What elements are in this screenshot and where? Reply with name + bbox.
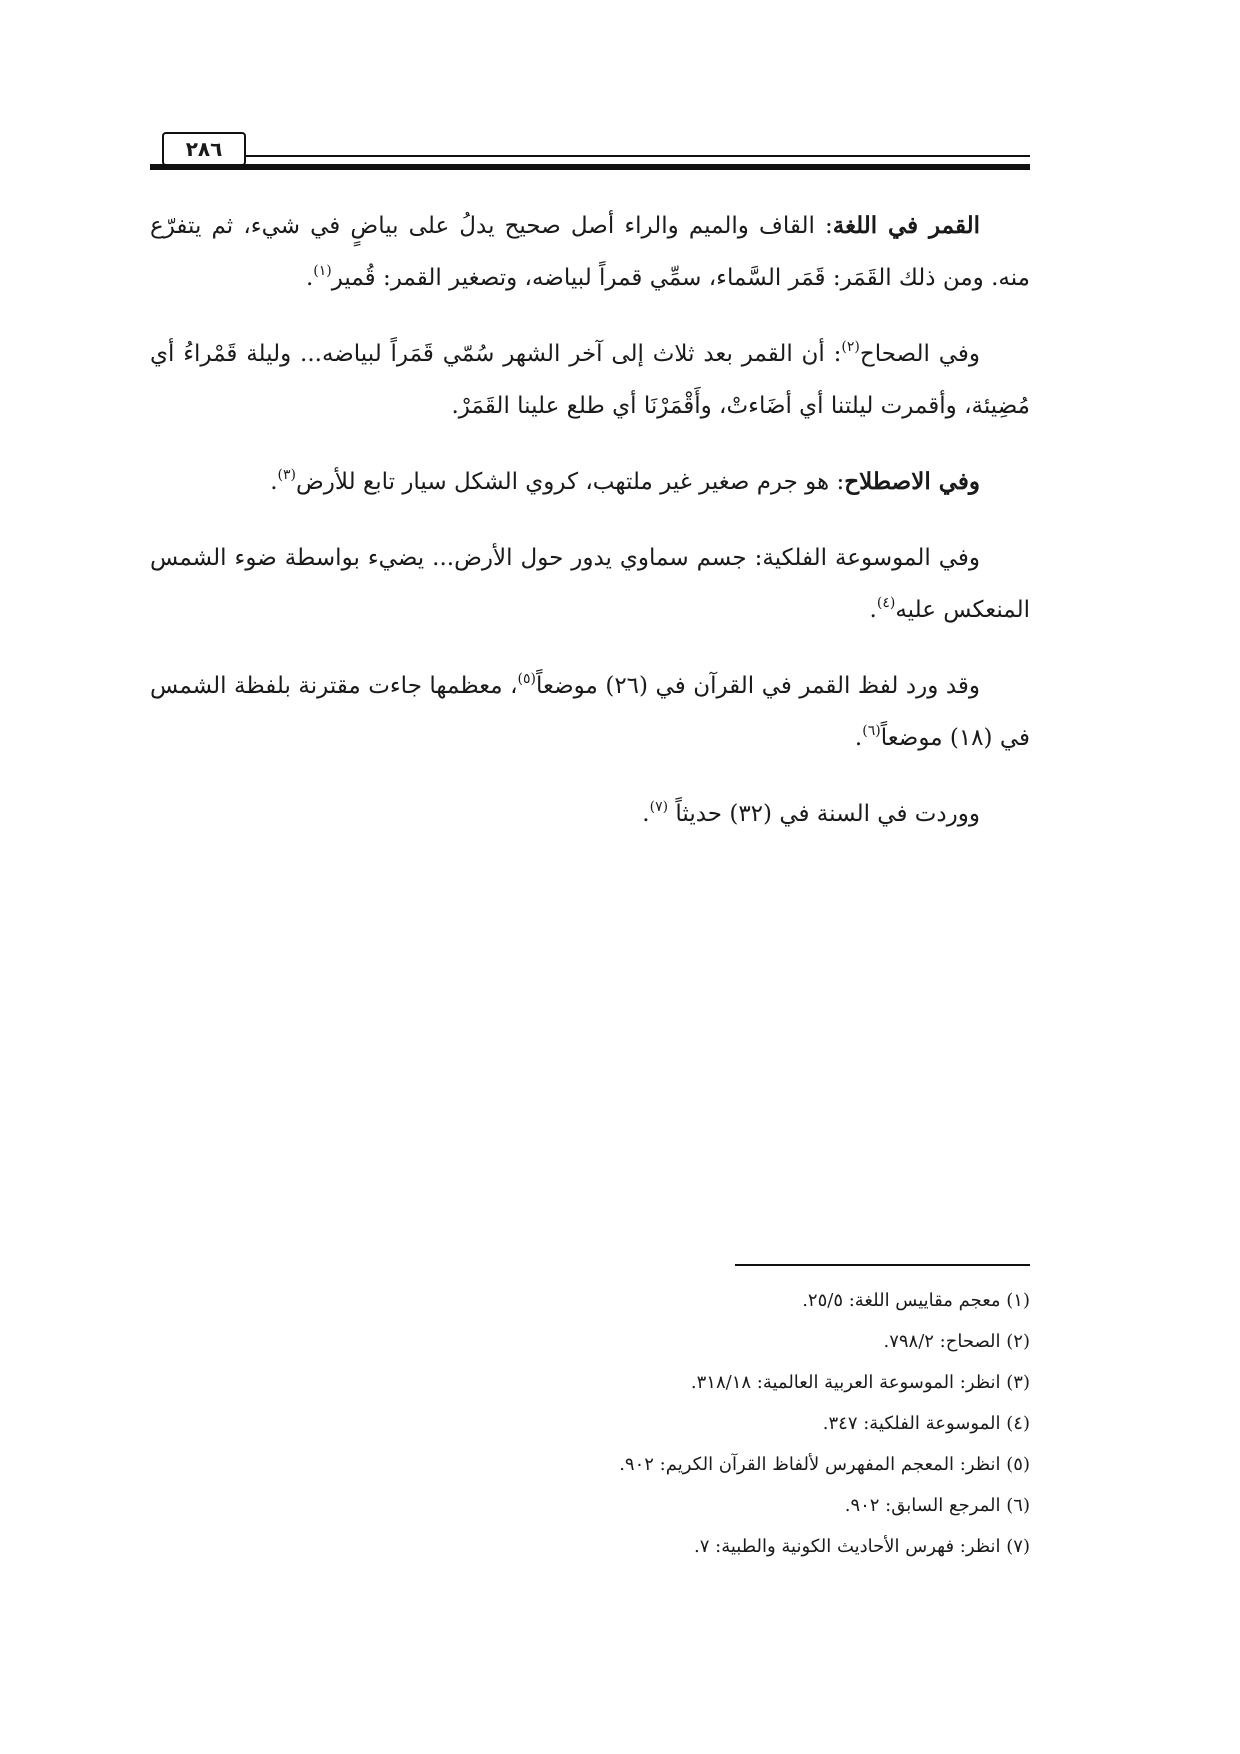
paragraph-text: وقد ورد لفظ القمر في القرآن في (٢٦) موضعاً	[536, 673, 981, 699]
main-text	[150, 200, 1030, 864]
footnote-item: (٣) انظر: الموسوعة العربية العالمية: ٣١٨/١٨.	[690, 1372, 1030, 1393]
term-label: القمر في اللغة	[832, 212, 980, 239]
paragraph-tail: .	[642, 801, 650, 827]
paragraph-tail: .	[869, 597, 877, 623]
footnote-ref[interactable]: (٥)	[517, 671, 536, 687]
paragraph-text: ووردت في السنة في (٣٢) حديثاً	[668, 801, 980, 827]
footnote-ref[interactable]: (٤)	[876, 595, 896, 611]
term-label: وفي الاصطلاح	[844, 468, 980, 495]
paragraph-tail: .	[270, 469, 278, 495]
page-number: ٢٨٦	[162, 132, 246, 166]
paragraph-sihah	[150, 328, 1030, 432]
footnote-item: (٧) انظر: فهرس الأحاديث الكونية والطبية: ٧.	[694, 1536, 1030, 1557]
paragraph-text: : هو جرم صغير غير ملتهب، كروي الشكل سيار تابع للأرض	[296, 469, 845, 495]
paragraph-text: : القاف والميم والراء أصل صحيح يدلُ على بياضٍ في شيء، ثم يتفرّع منه. ومن ذلك القَمَر: قَمَر السَّماء، سمِّي قمراً لبياضه، وتصغير القمر: قُمير	[150, 213, 1030, 291]
footnote-ref[interactable]: (٢)	[841, 339, 860, 355]
header-thin-rule	[245, 155, 1030, 157]
paragraph-text: وفي الصحاح	[859, 341, 980, 367]
paragraph-mawsuah	[150, 532, 1030, 636]
footnote-item: (٢) الصحاح: ٧٩٨/٢.	[883, 1331, 1030, 1352]
paragraph-istilah	[150, 456, 1030, 508]
paragraph-tail: : أن القمر بعد ثلاث إلى آخر الشهر سُمّي قَمَراً لبياضه... وليلة قَمْراءُ أي مُضِيئة، وأقمرت ليلتنا أي أضَاءتْ، وأَقْمَرْنَا أي طلع علينا القَمَرْ.	[150, 341, 1030, 419]
paragraph-quran	[150, 660, 1030, 764]
header-thick-rule	[150, 164, 1030, 170]
footnotes-list	[150, 1280, 1030, 1567]
footnote-ref[interactable]: (٦)	[862, 723, 881, 739]
footnote-ref[interactable]: (٧)	[649, 799, 669, 815]
footnote-ref[interactable]: (١)	[313, 263, 332, 279]
footnote-item: (٤) الموسوعة الفلكية: ٣٤٧.	[822, 1413, 1030, 1434]
footnote-item: (٦) المرجع السابق: ٩٠٢.	[844, 1495, 1030, 1516]
footnote-ref[interactable]: (٣)	[277, 467, 296, 483]
paragraph-tail: .	[305, 265, 314, 291]
footnote-item: (١) معجم مقاييس اللغة: ٢٥/٥.	[802, 1290, 1030, 1311]
footnote-separator	[735, 1264, 1030, 1266]
paragraph-text: وفي الموسوعة الفلكية: جسم سماوي يدور حول الأرض... يضيء بواسطة ضوء الشمس المنعكس عليه	[150, 545, 1030, 623]
page-header	[150, 132, 1030, 172]
paragraph-tail: ، معظمها جاءت مقترنة بلفظة الشمس في (١٨) موضعاً	[150, 673, 1030, 751]
paragraph-tail: .	[854, 725, 863, 751]
footnote-item: (٥) انظر: المعجم المفهرس لألفاظ القرآن الكريم: ٩٠٢.	[619, 1454, 1030, 1475]
paragraph-sunnah	[150, 788, 1030, 840]
paragraph-lughah	[150, 200, 1030, 304]
